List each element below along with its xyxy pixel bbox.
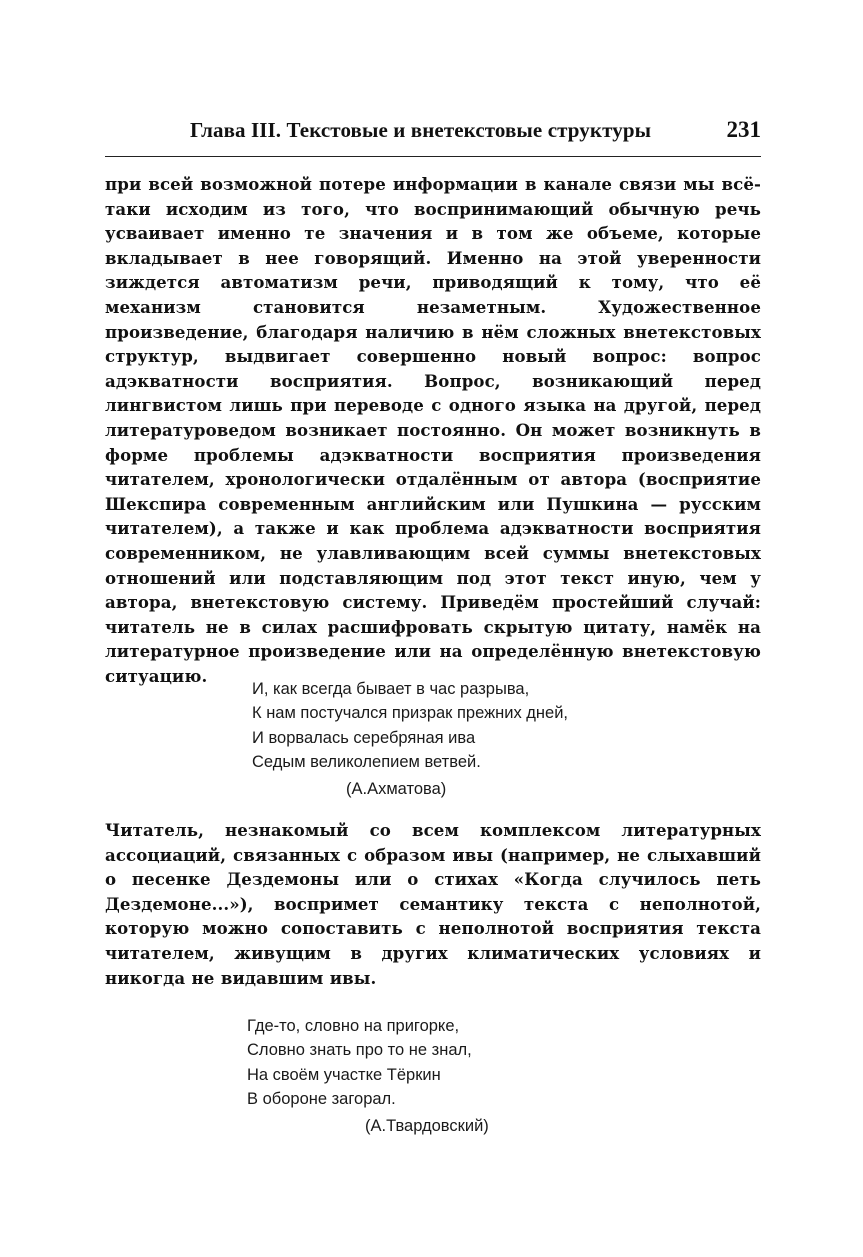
running-head xyxy=(105,118,765,150)
verse-line: Седым великолепием ветвей. xyxy=(252,753,481,772)
verse-quote-akhmatova xyxy=(252,677,568,801)
chapter-title: Глава III. Текстовые и внетекстовые структуры xyxy=(190,118,652,142)
book-page xyxy=(105,117,765,1135)
verse-quote-tvardovsky xyxy=(247,1014,489,1138)
page-number: 231 xyxy=(726,117,761,142)
verse-line: В обороне загорал. xyxy=(247,1090,396,1109)
body-paragraph-1: при всей возможной потере информации в канале связи мы всё-таки исходим из того, что воспринимающий обычную речь усваивает именно те значения и в том же объеме, которые вкладывает в нее говорящий. Именно на этой уверенности зиждется автоматизм речи, приводящий к тому, что её механизм становится незаметным. Художественное произведение, благодаря наличию в нём сложных внетекстовых структур, выдвигает совершенно новый вопрос: вопрос адэкватности восприятия. Вопрос, возникающий перед лингвистом лишь при переводе с одного языка на другой, перед литературоведом возникает постоянно. Он может возникнуть в форме проблемы адэкватности восприятия произведения читателем, хронологически отдалённым от автора (восприятие Шекспира современным английским или Пушкина — русским читателем), а также и как проблема адэкватности восприятия современником, не улавливающим всей суммы внетекстовых отношений или подставляющим под этот текст иную, чем у автора, внетекстовую систему. Приведём простейший случай: читатель не в силах расшифровать скрытую цитату, намёк на литературное произведение или на определённую внетекстовую ситуацию. xyxy=(105,174,761,686)
verse-attribution: (А.Ахматова) xyxy=(346,779,447,798)
verse-line: И ворвалась серебряная ива xyxy=(252,728,476,747)
verse-line: К нам постучался призрак прежних дней, xyxy=(252,704,569,723)
verse-attribution: (А.Твардовский) xyxy=(365,1116,489,1135)
verse-line: На своём участке Тёркин xyxy=(247,1065,441,1084)
body-paragraph-2: Читатель, незнакомый со всем комплексом литературных ассоциаций, связанных с образом ивы (например, не слыхавший о песенке Дездемоны или о стихах «Когда случилось петь Дездемоне...»), воспримет семантику текста с неполнотой, которую можно сопоставить с неполнотой восприятия текста читателем, живущим в других климатических условиях и никогда не видавшим ивы. xyxy=(105,820,761,988)
header-rule xyxy=(105,156,761,157)
verse-line: Словно знать про то не знал, xyxy=(247,1041,472,1060)
verse-line: Где-то, словно на пригорке, xyxy=(247,1017,460,1035)
verse-line: И, как всегда бывает в час разрыва, xyxy=(252,680,530,698)
